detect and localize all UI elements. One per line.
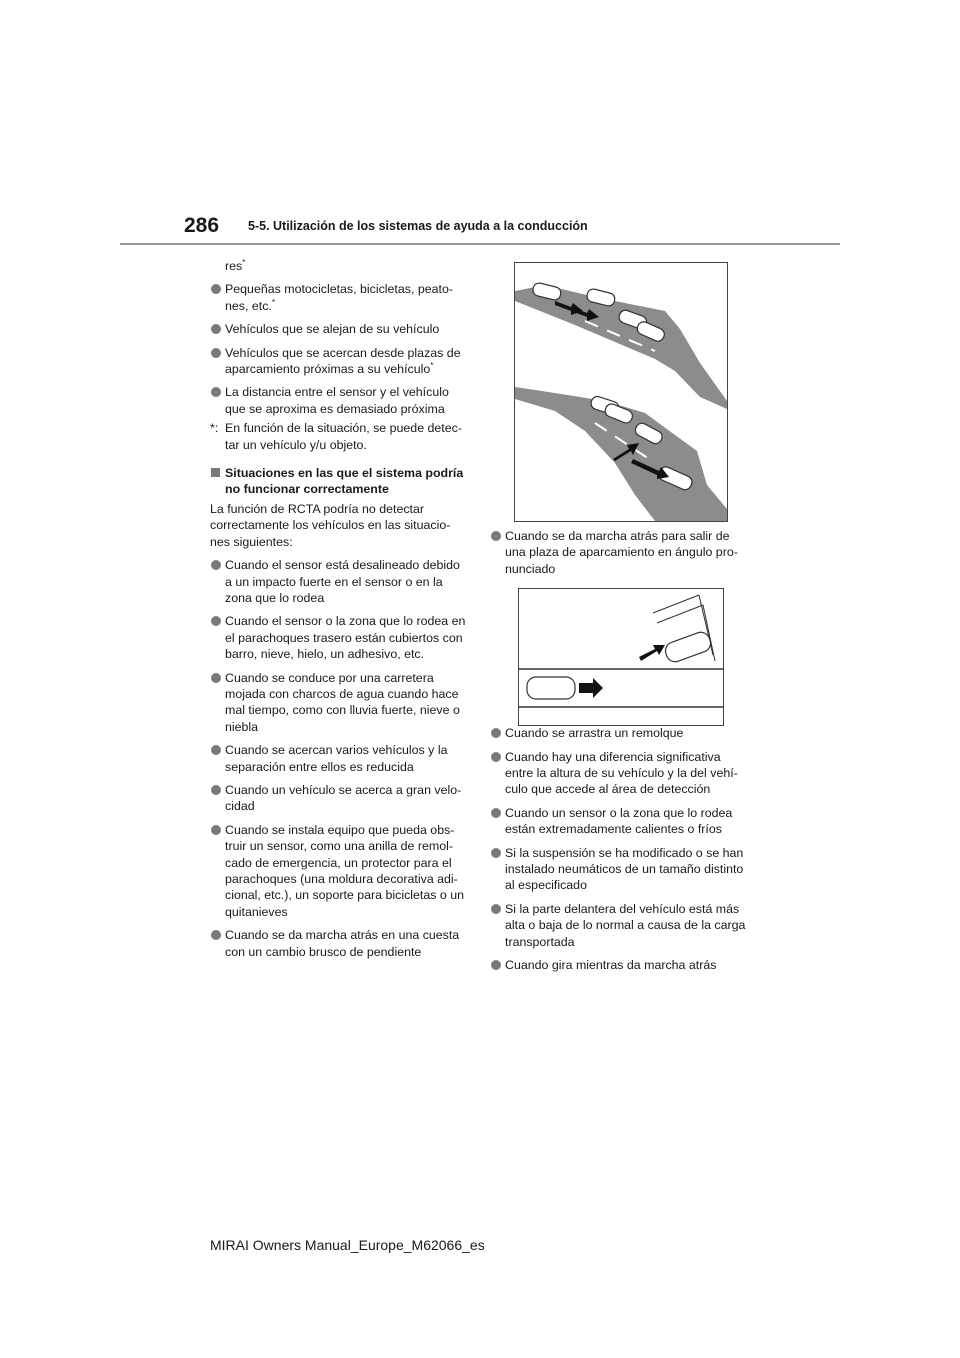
list-item: La distancia entre el sensor y el vehículo que se aproxima es demasiado próxima — [210, 384, 470, 417]
footnote-text: En función de la situación, se puede detec-tar un vehículo y/u objeto. — [225, 421, 462, 452]
bullet-icon — [211, 284, 221, 294]
bullet-icon — [211, 785, 221, 795]
list-item: Cuando se da marcha atrás para salir de una plaza de aparcamiento en ángulo pro-nunciado — [490, 528, 752, 577]
footer-text: MIRAI Owners Manual_Europe_M62066_es — [210, 1237, 485, 1253]
square-bullet-icon — [211, 468, 220, 477]
header-divider — [120, 243, 840, 245]
list-item: Cuando el sensor está desalineado debido a un impacto fuerte en el sensor o en la zona que lo rodea — [210, 557, 470, 606]
list-item: Cuando se acercan varios vehículos y la separación entre ellos es reducida — [210, 742, 470, 775]
bullet-icon — [491, 531, 501, 541]
list-item: Vehículos que se acercan desde plazas de aparcamiento próximas a su vehículo* — [210, 345, 470, 378]
slope-illustration-svg — [515, 263, 727, 521]
bullet-icon — [211, 616, 221, 626]
list-item: Cuando hay una diferencia significativa entre la altura de su vehículo y la del vehí-culo que accede al área de detección — [490, 749, 752, 798]
list-item: Si la parte delantera del vehículo está más alta o baja de lo normal a causa de la carga transportada — [490, 901, 752, 950]
bullet-icon — [491, 752, 501, 762]
bullet-icon — [211, 560, 221, 570]
bullet-icon — [211, 930, 221, 940]
list-item: Si la suspensión se ha modificado o se han instalado neumáticos de un tamaño distinto al especificado — [490, 845, 752, 894]
list-item: Cuando se arrastra un remolque — [490, 725, 752, 741]
left-column — [210, 258, 470, 967]
bullet-icon — [211, 745, 221, 755]
figure-spacer — [490, 577, 752, 725]
bullet-icon — [211, 673, 221, 683]
bullet-icon — [211, 825, 221, 835]
list-item: Cuando un vehículo se acerca a gran velo-cidad — [210, 782, 470, 815]
page-number: 286 — [184, 214, 220, 237]
bullet-icon — [491, 728, 501, 738]
right-column — [490, 528, 752, 981]
list-item: Pequeñas motocicletas, bicicletas, peato-nes, etc.* — [210, 281, 470, 314]
list-item: Vehículos que se alejan de su vehículo — [210, 321, 470, 337]
footnote — [210, 420, 470, 453]
list-item: Cuando gira mientras da marcha atrás — [490, 957, 752, 973]
list-item: Cuando se conduce por una carretera mojada con charcos de agua cuando hace mal tiempo, como con lluvia fuerte, nieve o niebla — [210, 670, 470, 736]
bullet-icon — [491, 808, 501, 818]
list-item: Cuando el sensor o la zona que lo rodea en el parachoques trasero están cubiertos con barro, nieve, hielo, un adhesivo, etc. — [210, 613, 470, 662]
bullet-icon — [211, 324, 221, 334]
slope-illustration — [514, 262, 728, 522]
list-item: Cuando se instala equipo que pueda obs-truir un sensor, como una anilla de remol-cado de emergencia, un protector para el parachoques (una moldura decorativa adi-cional, etc.), un soporte para bicicletas o un quitanieves — [210, 822, 470, 920]
list-item: Cuando se da marcha atrás en una cuesta con un cambio brusco de pendiente — [210, 927, 470, 960]
intro-paragraph: La función de RCTA podría no detectar correctamente los vehículos en las situacio-nes siguientes: — [210, 501, 451, 549]
subsection-heading: Situaciones en las que el sistema podría no funcionar correctamente — [210, 465, 470, 498]
bullet-icon — [491, 960, 501, 970]
bullet-icon — [211, 348, 221, 358]
bullet-icon — [491, 904, 501, 914]
bullet-icon — [211, 387, 221, 397]
continuation-text: res* — [225, 257, 246, 273]
list-item: Cuando un sensor o la zona que lo rodea están extremadamente calientes o fríos — [490, 805, 752, 838]
section-title: 5-5. Utilización de los sistemas de ayuda a la conducción — [248, 219, 588, 233]
footnote-mark: *: — [210, 421, 219, 436]
bullet-icon — [491, 848, 501, 858]
